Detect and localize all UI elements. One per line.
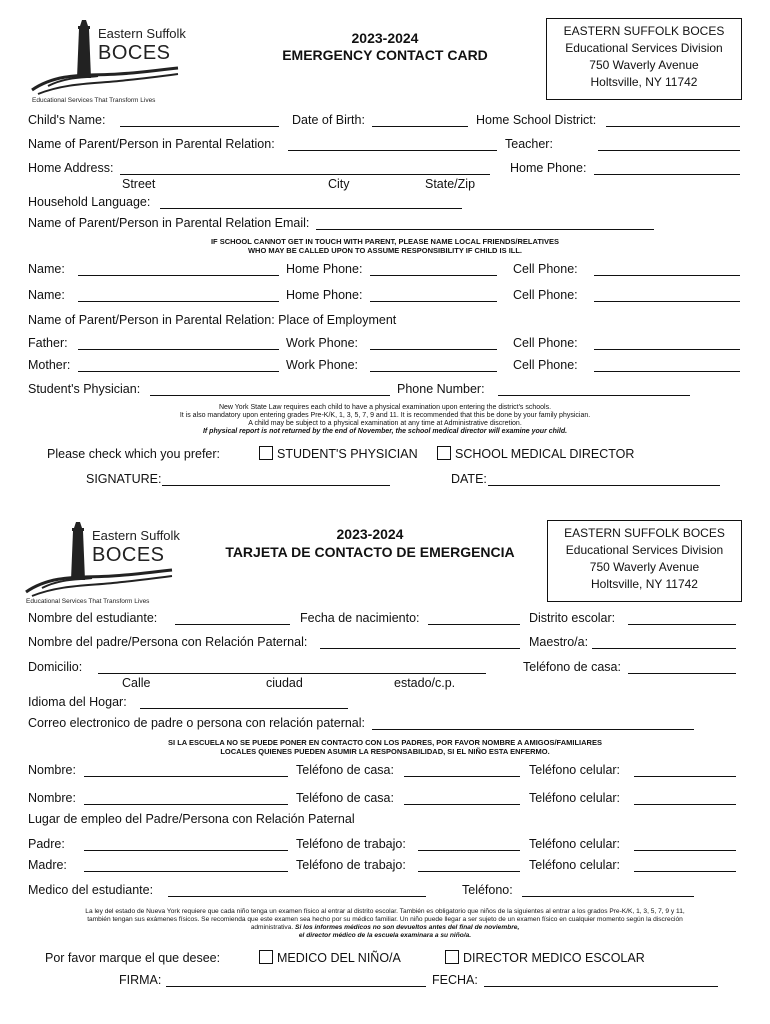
student-physician-option: STUDENT'S PHYSICIAN [277,447,418,461]
home-school-district-label: Home School District: [476,113,597,127]
father-work-phone-label: Work Phone: [286,336,359,350]
father-field[interactable] [78,349,279,350]
father-label-es: Padre: [28,837,65,851]
father-work-phone-label-es: Teléfono de trabajo: [296,837,406,851]
father-cell-phone-label-es: Teléfono celular: [529,837,621,851]
signature-field[interactable] [162,485,390,486]
father-work-phone-field[interactable] [370,349,497,350]
emergency-warning-line-2-es: LOCALES QUIENES PUEDEN ASUMIR LA RESPONSABILIDAD, SI EL NIÑO ESTA ENFERMO. [220,747,550,756]
address-field-es[interactable] [98,673,486,674]
birth-date-label-es: Fecha de nacimiento: [300,611,420,625]
student-name-label-es: Nombre del estudiante: [28,611,158,625]
date-of-birth-field[interactable] [372,126,468,127]
child-physician-option-es: MEDICO DEL NIÑO/A [277,951,401,965]
contact-1-cell-phone-field[interactable] [594,275,740,276]
mother-cell-phone-label-es: Teléfono celular: [529,858,621,872]
mother-cell-phone-field[interactable] [594,371,740,372]
language-label-es: Idioma del Hogar: [28,695,127,709]
card-title: EMERGENCY CONTACT CARD [282,47,488,63]
contact-1-home-phone-label: Home Phone: [286,262,363,276]
logo-wordmark: BOCES [92,544,165,566]
city-caption: City [328,177,350,191]
law-notice-line-2-es: también tengan sus exámenes físicos. Se recomienda que este examen sea hecho por su médico familiar. Un niño puede llegar a ser sujeto de un examen físico en cualquier momento según la discreción [87,916,683,923]
birth-date-field-es[interactable] [428,624,520,625]
contact-2-home-phone-label: Home Phone: [286,288,363,302]
school-district-field-es[interactable] [628,624,736,625]
law-notice-line-3-italic: Si los informes médicos no son devueltos antes del final de noviembre, [295,924,520,931]
home-phone-field[interactable] [594,174,740,175]
contact-1-cell-phone-label-es: Teléfono celular: [529,763,621,777]
mother-work-phone-label-es: Teléfono de trabajo: [296,858,406,872]
father-label: Father: [28,336,68,350]
parent-name-label-es: Nombre del padre/Persona con Relación Paternal: [28,635,308,649]
please-mark-label-es: Por favor marque el que desee: [45,951,221,965]
date-field[interactable] [488,485,720,486]
please-check-label: Please check which you prefer: [47,447,221,461]
contact-2-home-phone-field[interactable] [370,301,497,302]
boces-logo-es [22,516,182,608]
contact-1-cell-phone-label: Cell Phone: [513,262,578,276]
parent-email-label: Name of Parent/Person in Parental Relation Email: [28,216,310,230]
physician-phone-label-es: Teléfono: [462,883,513,897]
employment-label-es: Lugar de empleo del Padre/Persona con Relación Paternal [28,812,355,826]
law-notice-line-4-es: el director médico de la escuela examinara a su niño/a. [298,932,472,939]
physician-label: Student's Physician: [28,382,141,396]
contact-1-cell-phone-field-es[interactable] [634,776,736,777]
language-field-es[interactable] [140,708,348,709]
state-zip-caption-es: estado/c.p. [394,676,456,690]
contact-2-name-field-es[interactable] [84,804,288,805]
logo-tagline: Educational Services That Transform Lives [32,97,156,104]
contact-1-name-label-es: Nombre: [28,763,76,777]
address-line-2: Educational Services Division [565,41,723,55]
contact-1-name-field-es[interactable] [84,776,288,777]
logo-name: Eastern Suffolk [92,528,180,543]
contact-1-name-field[interactable] [78,275,279,276]
emergency-warning-line-2: WHO MAY BE CALLED UPON TO ASSUME RESPONSIBILITY IF CHILD IS ILL. [247,246,523,255]
mother-cell-phone-label: Cell Phone: [513,358,578,372]
address-line-4: Holtsville, NY 11742 [591,577,698,591]
teacher-label-es: Maestro/a: [529,635,589,649]
home-phone-label: Home Phone: [510,161,587,175]
address-line-4: Holtsville, NY 11742 [590,75,698,89]
law-notice-line-1-es: La ley del estado de Nueva York requiere que cada niño tenga un examen físico al entrar al distrito escolar. También es obligatorio que niños de la siguientes al entrar a los grados Pre-K/K, 1, 3, 5, 7, 9 y 11, [85,908,685,915]
school-district-label-es: Distrito escolar: [529,611,616,625]
contact-1-home-phone-label-es: Teléfono de casa: [296,763,394,777]
father-field-es[interactable] [84,850,288,851]
home-phone-field-es[interactable] [628,673,736,674]
address-line-3: 750 Waverly Avenue [589,58,699,72]
mother-work-phone-field[interactable] [370,371,497,372]
household-language-label: Household Language: [28,195,151,209]
physician-label-es: Medico del estudiante: [28,883,154,897]
contact-2-cell-phone-label: Cell Phone: [513,288,578,302]
mother-cell-phone-field-es[interactable] [634,871,736,872]
physician-phone-field-es[interactable] [522,896,694,897]
street-caption-es: Calle [122,676,151,690]
contact-1-home-phone-field-es[interactable] [404,776,520,777]
law-notice-line-3-plain: administrativa. [250,924,296,931]
home-school-district-field[interactable] [606,126,740,127]
contact-2-home-phone-field-es[interactable] [404,804,520,805]
teacher-label: Teacher: [505,137,553,151]
contact-2-cell-phone-field[interactable] [594,301,740,302]
physician-phone-label: Phone Number: [397,382,485,396]
physician-field[interactable] [150,395,390,396]
law-notice-line-3-es [20,924,750,932]
father-work-phone-field-es[interactable] [418,850,520,851]
physician-field-es[interactable] [168,896,426,897]
mother-field[interactable] [78,371,279,372]
emergency-warning-line-1-es: SI LA ESCUELA NO SE PUEDE PONER EN CONTACTO CON LOS PADRES, POR FAVOR NOMBRE A AMIGOS/FAMILIARES [168,738,602,747]
mother-field-es[interactable] [84,871,288,872]
date-field-es[interactable] [484,986,718,987]
state-zip-caption: State/Zip [425,177,476,191]
date-label-es: FECHA: [432,973,478,987]
school-medical-director-option: SCHOOL MEDICAL DIRECTOR [455,447,635,461]
email-label-es: Correo electronico de padre o persona con relación paternal: [28,716,366,730]
contact-2-cell-phone-field-es[interactable] [634,804,736,805]
home-phone-label-es: Teléfono de casa: [523,660,621,674]
mother-work-phone-label: Work Phone: [286,358,359,372]
home-address-label: Home Address: [28,161,114,175]
address-line-2: Educational Services Division [565,543,724,557]
contact-2-name-field[interactable] [78,301,279,302]
logo-wordmark: BOCES [98,42,171,64]
school-medical-director-checkbox-es[interactable] [445,950,459,964]
city-caption-es: ciudad [266,676,303,690]
date-of-birth-label: Date of Birth: [292,113,365,127]
law-notice-line-4: If physical report is not returned by the end of November, the school medical director will examine your child. [202,428,568,435]
childs-name-label: Child's Name: [28,113,106,127]
parent-name-field-es[interactable] [320,648,520,649]
card-year: 2023-2024 [351,30,419,46]
signature-label-es: FIRMA: [119,973,162,987]
child-physician-checkbox-es[interactable] [259,950,273,964]
date-label: DATE: [451,472,487,486]
card-title-es: TARJETA DE CONTACTO DE EMERGENCIA [225,544,515,560]
childs-name-field[interactable] [120,126,279,127]
school-medical-director-checkbox[interactable] [437,446,451,460]
contact-2-home-phone-label-es: Teléfono de casa: [296,791,394,805]
contact-2-cell-phone-label-es: Teléfono celular: [529,791,621,805]
contact-1-home-phone-field[interactable] [370,275,497,276]
place-of-employment-label: Name of Parent/Person in Parental Relation: Place of Employment [28,313,397,327]
physician-phone-field[interactable] [498,395,690,396]
email-field-es[interactable] [372,729,694,730]
parent-name-field[interactable] [288,150,497,151]
school-medical-director-option-es: DIRECTOR MEDICO ESCOLAR [463,951,645,965]
parent-name-label: Name of Parent/Person in Parental Relation: [28,137,275,151]
mother-work-phone-field-es[interactable] [418,871,520,872]
address-box [546,18,742,100]
law-notice-line-3: A child may be subject to a physical examination at any time at Administrative discretion. [248,420,522,427]
student-physician-checkbox[interactable] [259,446,273,460]
address-line-1: EASTERN SUFFOLK BOCES [563,24,725,38]
emergency-warning-line-1: IF SCHOOL CANNOT GET IN TOUCH WITH PARENT, PLEASE NAME LOCAL FRIENDS/RELATIVES [210,237,560,246]
card-year-es: 2023-2024 [336,526,404,542]
teacher-field-es[interactable] [592,648,736,649]
law-notice-line-2: It is also mandatory upon entering grades Pre-K/K, 1, 3, 5, 7, 9 and 11. It is recommended that this be done by your family physician. [179,412,591,419]
address-line-1: EASTERN SUFFOLK BOCES [564,526,725,540]
logo-name: Eastern Suffolk [98,26,186,41]
home-address-field[interactable] [120,174,490,175]
signature-label: SIGNATURE: [86,472,162,486]
boces-logo [28,14,188,106]
address-line-3: 750 Waverly Avenue [589,560,700,574]
contact-1-name-label: Name: [28,262,65,276]
parent-email-field[interactable] [316,229,654,230]
father-cell-phone-field-es[interactable] [634,850,736,851]
address-box-es [547,520,742,602]
logo-tagline: Educational Services That Transform Lives [26,598,150,605]
mother-label-es: Madre: [28,858,67,872]
contact-2-name-label-es: Nombre: [28,791,76,805]
household-language-field[interactable] [160,208,462,209]
student-name-field-es[interactable] [175,624,290,625]
mother-label: Mother: [28,358,71,372]
address-label-es: Domicilio: [28,660,83,674]
teacher-field[interactable] [598,150,740,151]
father-cell-phone-label: Cell Phone: [513,336,578,350]
street-caption: Street [122,177,156,191]
father-cell-phone-field[interactable] [594,349,740,350]
signature-field-es[interactable] [166,986,426,987]
law-notice-line-1: New York State Law requires each child to have a physical examination upon entering the district's schools. [218,404,552,411]
contact-2-name-label: Name: [28,288,65,302]
